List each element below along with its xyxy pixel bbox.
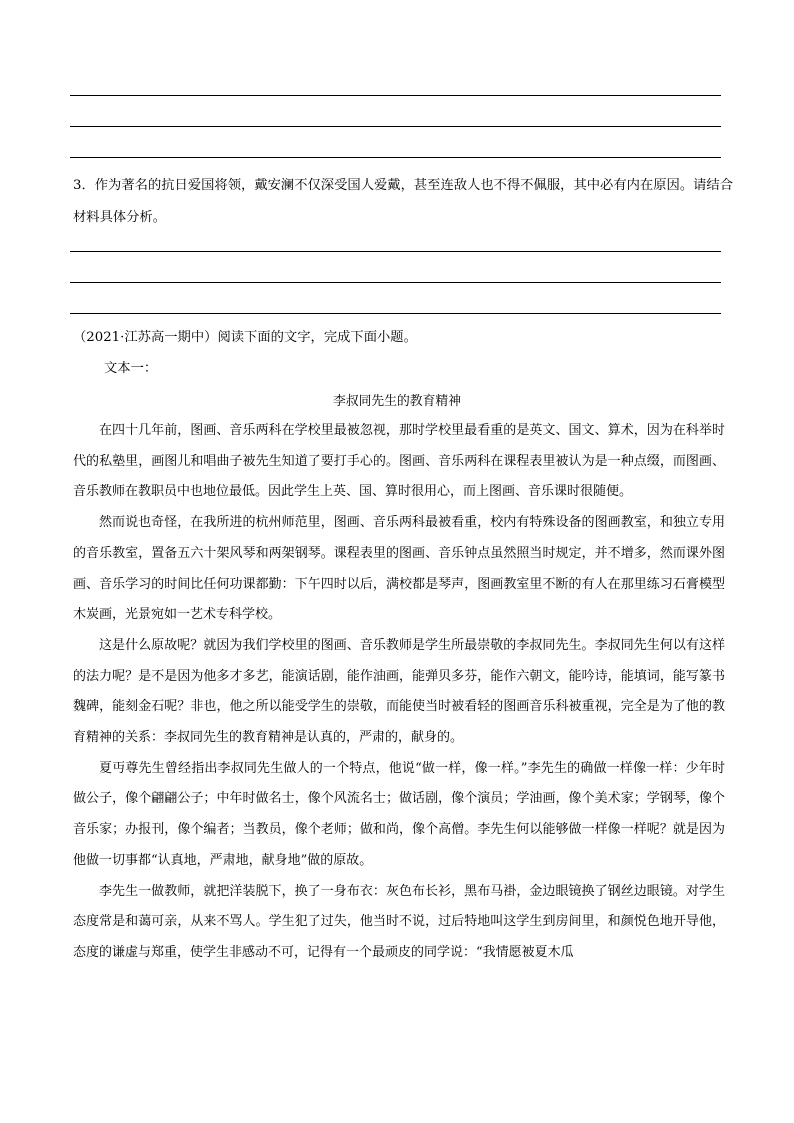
answer-line-4 xyxy=(70,251,721,252)
paragraph: 这是什么原故呢？就因为我们学校里的图画、音乐教师是学生所最崇敬的李叔同先生。李叔同先生何以有这样的法力呢？是不是因为他多才多艺，能演话剧，能作油画，能弹贝多芬，能作六朝文，能吟诗，能填词，能写篆书魏碑，能刻金石呢？非也，他之所以能受学生的崇敬，而能使当时被看轻的图画音乐科被重视，完全是为了他的教育精神的关系：李叔同先生的教育精神是认真的，严肃的，献身的。 xyxy=(73,637,725,746)
answer-line-5 xyxy=(70,282,721,283)
answer-line-3 xyxy=(70,157,721,158)
answer-line-2 xyxy=(70,126,721,127)
passage-source: （2021·江苏高一期中）阅读下面的文字，完成下面小题。 xyxy=(73,330,417,345)
passage-title: 李叔同先生的教育精神 xyxy=(333,394,461,409)
answer-line-6 xyxy=(70,313,721,314)
paragraph: 李先生一做教师，就把洋装脱下，换了一身布衣：灰色布长衫，黑布马褂，金边眼镜换了钢丝边眼镜。对学生态度常是和蔼可亲，从来不骂人。学生犯了过失，他当时不说，过后特地叫这学生到房间里，和颜悦色地开导他，态度的谦虚与郑重，使学生非感动不可，记得有一个最顽皮的同学说：“我情愿被夏木瓜 xyxy=(73,883,725,960)
question-3: 3．作为著名的抗日爱国将领，戴安澜不仅深受国人爱戴，甚至连敌人也不得不佩服，其中必有内在原因。请结合材料具体分析。 xyxy=(73,178,734,225)
text-label: 文本一： xyxy=(104,361,158,376)
answer-line-1 xyxy=(70,95,721,96)
paragraph: 在四十几年前，图画、音乐两科在学校里最被忽视，那时学校里最看重的是英文、国文、算术，因为在科举时代的私塾里，画图儿和唱曲子被先生知道了要打手心的。图画、音乐两科在课程表里被认为是一种点缀，而图画、音乐教师在教职员中也地位最低。因此学生上英、国、算时很用心，而上图画、音乐课时很随便。 xyxy=(73,423,725,500)
passage-body xyxy=(73,416,725,969)
paragraph: 夏丏尊先生曾经指出李叔同先生做人的一个特点，他说“做一样，像一样。”李先生的确做一样像一样：少年时做公子，像个翩翩公子；中年时做名士，像个风流名士；做话剧，像个演员；学油画，像个美术家；学钢琴，像个音乐家；办报刊，像个编者；当教员，像个老师；做和尚，像个高僧。李先生何以能够做一样像一样呢？就是因为他做一切事都“认真地，严肃地，献身地”做的原故。 xyxy=(73,760,725,868)
paragraph: 然而说也奇怪，在我所进的杭州师范里，图画、音乐两科最被看重，校内有特殊设备的图画教室，和独立专用的音乐教室，置备五六十架风琴和两架钢琴。课程表里的图画、音乐钟点虽然照当时规定，并不增多，然而课外图画、音乐学习的时间比任何功课都勤：下午四时以后，满校都是琴声，图画教室里不断的有人在那里练习石膏模型木炭画，光景宛如一艺术专科学校。 xyxy=(73,515,725,623)
